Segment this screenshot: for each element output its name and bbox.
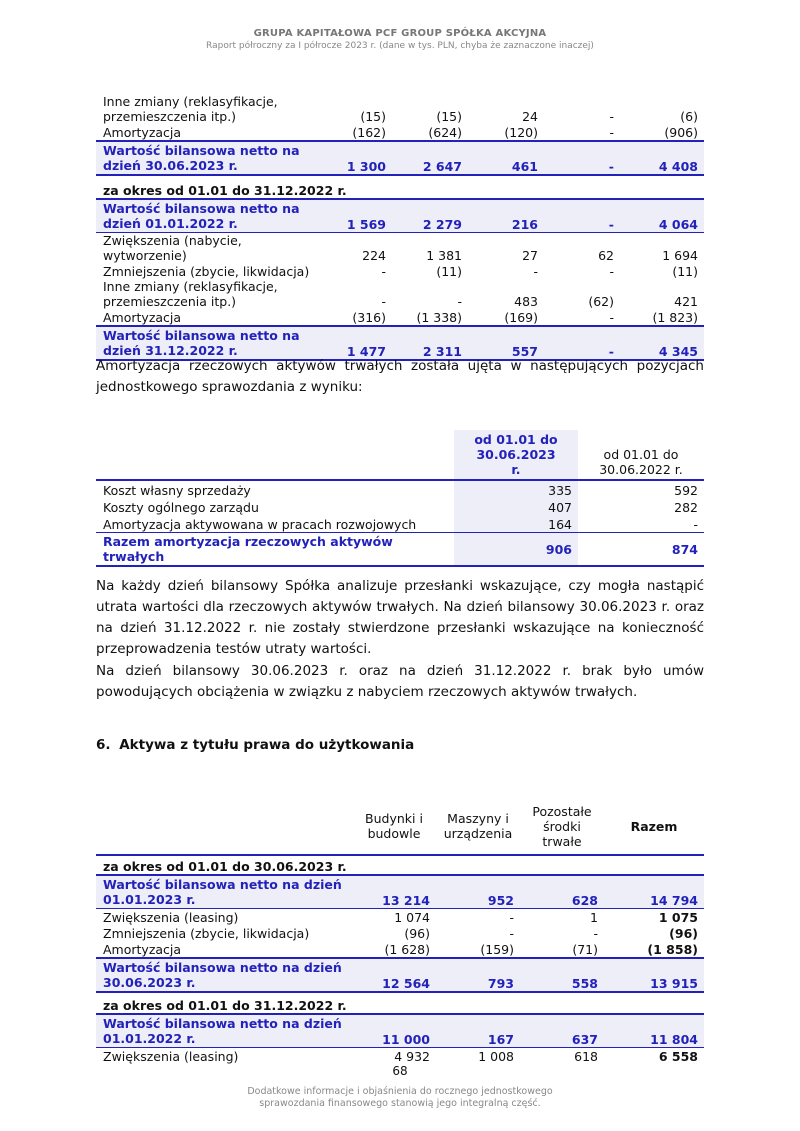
table-row xyxy=(96,233,704,264)
fixed-assets-movement-table xyxy=(96,94,704,361)
cell: 2 647 xyxy=(392,141,468,175)
table-row-total xyxy=(96,958,704,992)
cell: (162) xyxy=(352,125,386,140)
cell: (120) xyxy=(504,125,538,140)
cell: (71) xyxy=(572,942,598,957)
footer-line-1: Dodatkowe informacje i objaśnienia do rocznego jednostkowego xyxy=(247,1086,553,1097)
cell: 421 xyxy=(674,294,698,309)
cell: 164 xyxy=(454,515,578,533)
cell: 2 311 xyxy=(392,326,468,360)
cell: 216 xyxy=(468,199,544,233)
column-header-total: Razem xyxy=(604,798,704,855)
cell: 11 804 xyxy=(604,1014,704,1048)
cell: 628 xyxy=(520,875,604,909)
cell: 618 xyxy=(574,1049,598,1064)
table-row xyxy=(96,124,704,141)
report-subtitle: Raport półroczny za I półrocze 2023 r. (dane w tys. PLN, chyba że zaznaczone inaczej) xyxy=(206,41,594,51)
cell: (15) xyxy=(360,109,386,124)
column-header-2022: od 01.01 do 30.06.2022 r. xyxy=(578,430,704,480)
row-label: Zwiększenia (nabycie, wytworzenie) xyxy=(103,233,242,263)
table-period-row xyxy=(96,175,704,199)
cell: 335 xyxy=(454,480,578,498)
cell: 793 xyxy=(436,958,520,992)
cell: 592 xyxy=(578,480,704,498)
row-label: Wartość bilansowa netto na dzień 01.01.2022 r. xyxy=(96,199,316,233)
cell: 637 xyxy=(520,1014,604,1048)
cell: 27 xyxy=(522,248,538,263)
cell: - xyxy=(457,294,462,309)
cell: (906) xyxy=(664,125,698,140)
cell: 13 214 xyxy=(352,875,436,909)
cell: 1 075 xyxy=(658,910,698,925)
table-row xyxy=(96,263,704,279)
cell: (624) xyxy=(428,125,462,140)
cell: 461 xyxy=(468,141,544,175)
cell: 4 408 xyxy=(620,141,704,175)
row-label: Zmniejszenia (zbycie, likwidacja) xyxy=(103,264,310,279)
table-row-total xyxy=(96,199,704,233)
cell: (169) xyxy=(504,310,538,325)
cell: 167 xyxy=(436,1014,520,1048)
cell: - xyxy=(544,141,620,175)
period-label: za okres od 01.01 do 31.12.2022 r. xyxy=(103,998,347,1013)
cell: (96) xyxy=(404,926,430,941)
cell: (1 858) xyxy=(647,942,698,957)
cell: 1 300 xyxy=(316,141,392,175)
row-label: Wartość bilansowa netto na dzień 30.06.2023 r. xyxy=(96,141,316,175)
row-label: Zwiększenia (leasing) xyxy=(103,1049,239,1064)
cell: 1 xyxy=(590,910,598,925)
table-row xyxy=(96,498,704,515)
cell: 407 xyxy=(454,498,578,515)
cell: (1 338) xyxy=(416,310,462,325)
cell: 12 564 xyxy=(352,958,436,992)
cell: (11) xyxy=(672,264,698,279)
cell: (159) xyxy=(480,942,514,957)
paragraph-depreciation-intro: Amortyzacja rzeczowych aktywów trwałych została ujęta w następujących pozycjach jednostkowego sprawozdania z wyniku: xyxy=(96,358,704,395)
table-period-row xyxy=(96,992,704,1014)
cell: 557 xyxy=(468,326,544,360)
row-label: Amortyzacja xyxy=(103,942,182,957)
cell: 906 xyxy=(454,533,578,567)
row-label: Inne zmiany (reklasyfikacje, przemieszczenia itp.) xyxy=(103,94,278,124)
cell: - xyxy=(381,264,386,279)
table-row xyxy=(96,94,704,124)
row-label: Amortyzacja aktywowana w pracach rozwojowych xyxy=(96,515,454,533)
cell: - xyxy=(381,294,386,309)
cell: 4 932 xyxy=(394,1049,430,1064)
table-header-row xyxy=(96,430,704,480)
row-label: Zwiększenia (leasing) xyxy=(103,910,239,925)
cell: (1 628) xyxy=(384,942,430,957)
cell: - xyxy=(509,910,514,925)
paragraph-impairment: Na każdy dzień bilansowy Spółka analizuje przesłanki wskazujące, czy mogła nastąpić utrata wartości dla rzeczowych aktywów trwałych. Na dzień bilansowy 30.06.2023 r. oraz na dzień 31.12.2022 r. nie zostały stwierdzone przesłanki wskazujące na konieczność przeprowadzenia testów utraty wartości. xyxy=(96,578,704,657)
cell: 11 000 xyxy=(352,1014,436,1048)
row-label: Zmniejszenia (zbycie, likwidacja) xyxy=(103,926,310,941)
row-label: Razem amortyzacja rzeczowych aktywów trwałych xyxy=(96,533,454,567)
row-label: Wartość bilansowa netto na dzień 01.01.2022 r. xyxy=(96,1014,352,1048)
cell: - xyxy=(609,264,614,279)
column-header-2023: od 01.01 do 30.06.2023 r. xyxy=(454,430,578,480)
cell: 952 xyxy=(436,875,520,909)
cell: 14 794 xyxy=(604,875,704,909)
table-row xyxy=(96,515,704,533)
depreciation-allocation-table xyxy=(96,430,704,567)
cell: 1 569 xyxy=(316,199,392,233)
row-label: Koszty ogólnego zarządu xyxy=(103,500,259,515)
cell: 4 064 xyxy=(620,199,704,233)
cell: 13 915 xyxy=(604,958,704,992)
row-label: Wartość bilansowa netto na dzień 01.01.2023 r. xyxy=(96,875,352,909)
cell: (62) xyxy=(588,294,614,309)
table-row xyxy=(96,941,704,958)
cell: - xyxy=(609,125,614,140)
cell: 1 477 xyxy=(316,326,392,360)
cell: 874 xyxy=(578,533,704,567)
column-header-other: Pozostałe środki trwałe xyxy=(520,798,604,855)
table-row-total xyxy=(96,875,704,909)
right-of-use-assets-table xyxy=(96,798,704,1064)
cell: (316) xyxy=(352,310,386,325)
column-header-machines: Maszyny i urządzenia xyxy=(436,798,520,855)
cell: 1 074 xyxy=(394,910,430,925)
cell: 224 xyxy=(362,248,386,263)
page-footer xyxy=(0,1086,800,1110)
table-row xyxy=(96,309,704,326)
cell: 1 694 xyxy=(662,248,698,263)
cell: 62 xyxy=(598,248,614,263)
cell: 4 345 xyxy=(620,326,704,360)
table-row xyxy=(96,909,704,926)
cell: 24 xyxy=(522,109,538,124)
table-row xyxy=(96,925,704,941)
footer-line-2: sprawozdania finansowego stanowią jego integralną część. xyxy=(259,1098,541,1109)
section-title: Aktywa z tytułu prawa do użytkowania xyxy=(119,737,415,753)
cell: - xyxy=(593,926,598,941)
row-label: Wartość bilansowa netto na dzień 31.12.2022 r. xyxy=(96,326,316,360)
period-label: za okres od 01.01 do 31.12.2022 r. xyxy=(103,183,347,198)
cell: - xyxy=(609,310,614,325)
cell: 6 558 xyxy=(658,1049,698,1064)
cell: - xyxy=(544,199,620,233)
row-label: Amortyzacja xyxy=(103,310,182,325)
cell: (6) xyxy=(680,109,698,124)
period-label: za okres od 01.01 do 30.06.2023 r. xyxy=(103,859,347,874)
table-row xyxy=(96,480,704,498)
cell: - xyxy=(533,264,538,279)
table-row xyxy=(96,279,704,309)
cell: (15) xyxy=(436,109,462,124)
cell: (1 823) xyxy=(652,310,698,325)
row-label: Amortyzacja xyxy=(103,125,182,140)
cell: 2 279 xyxy=(392,199,468,233)
cell: 1 008 xyxy=(478,1049,514,1064)
report-company-header: GRUPA KAPITAŁOWA PCF GROUP SPÓŁKA AKCYJNA xyxy=(253,28,547,39)
cell: 558 xyxy=(520,958,604,992)
table-row-total xyxy=(96,141,704,175)
cell: (11) xyxy=(436,264,462,279)
cell: - xyxy=(544,326,620,360)
table-row-total xyxy=(96,533,704,567)
table-row-total xyxy=(96,326,704,360)
cell: 483 xyxy=(514,294,538,309)
row-label: Inne zmiany (reklasyfikacje, przemieszczenia itp.) xyxy=(103,279,278,309)
cell: 1 381 xyxy=(426,248,462,263)
table-header-row xyxy=(96,798,704,855)
cell: 282 xyxy=(674,500,698,515)
row-label: Wartość bilansowa netto na dzień 30.06.2023 r. xyxy=(96,958,352,992)
row-label: Koszt własny sprzedaży xyxy=(96,480,454,498)
cell: (96) xyxy=(669,926,698,941)
table-row xyxy=(96,1048,704,1065)
section-heading xyxy=(96,737,414,753)
section-number: 6. xyxy=(96,737,111,753)
cell: - xyxy=(609,109,614,124)
column-header-buildings: Budynki i budowle xyxy=(352,798,436,855)
paragraph-obligations: Na dzień bilansowy 30.06.2023 r. oraz na dzień 31.12.2022 r. brak było umów powodujących obciążenia w związku z nabyciem rzeczowych aktywów trwałych. xyxy=(96,663,704,700)
cell: - xyxy=(509,926,514,941)
table-row-total xyxy=(96,1014,704,1048)
cell: - xyxy=(578,515,704,533)
page-number: 68 xyxy=(392,1064,408,1078)
table-period-row xyxy=(96,855,704,875)
